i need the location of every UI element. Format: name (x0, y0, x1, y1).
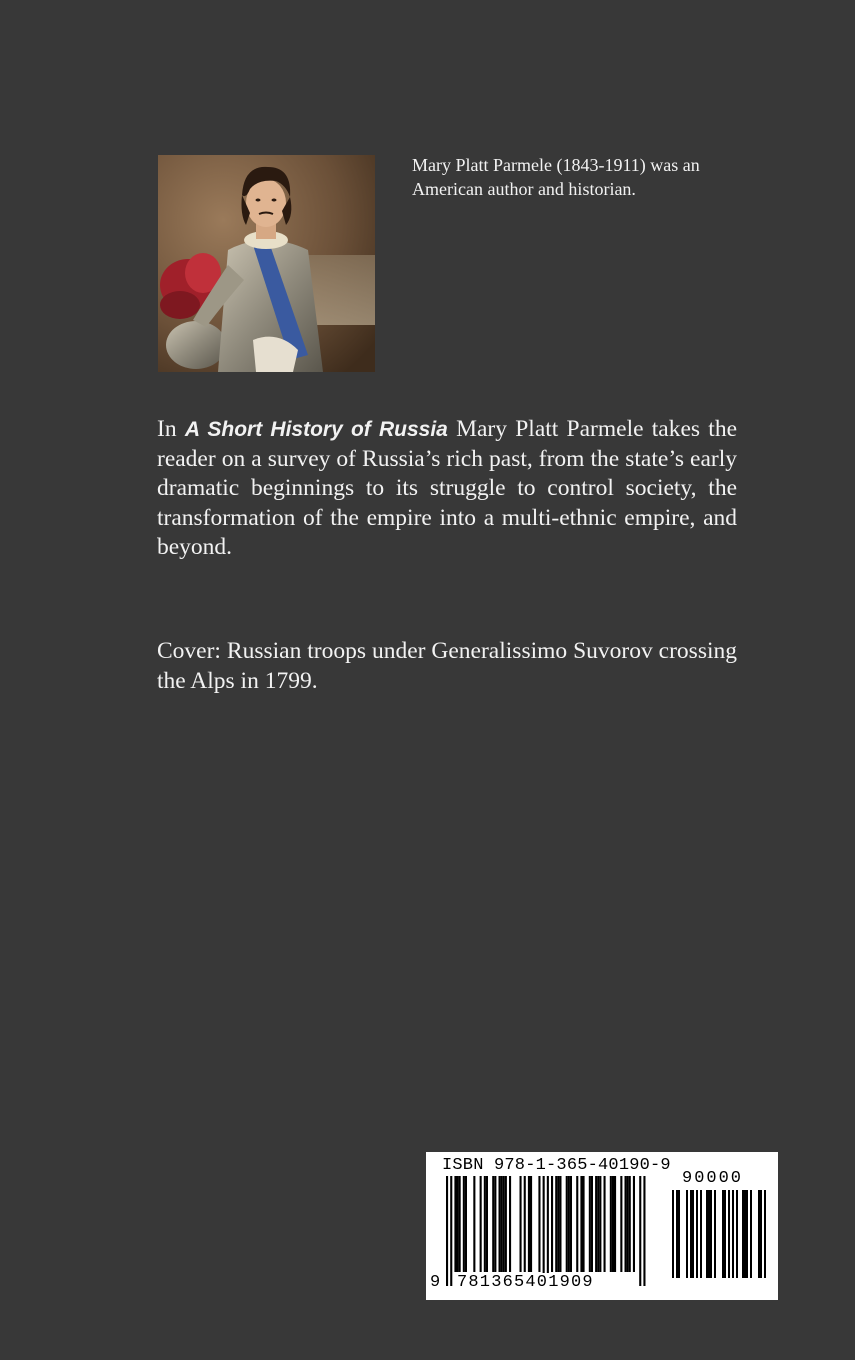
barcode-bar (599, 1176, 601, 1272)
book-description (157, 415, 737, 563)
barcode-bar (614, 1176, 616, 1272)
barcode-bar (454, 1176, 456, 1272)
barcode-bar (591, 1176, 593, 1272)
description-prefix: In (157, 416, 185, 442)
barcode-bar (509, 1176, 511, 1272)
isbn-label: ISBN 978-1-365-40190-9 (442, 1156, 671, 1175)
addon-bar (732, 1190, 734, 1278)
barcode-bar (494, 1176, 496, 1272)
barcode-bar (520, 1176, 522, 1272)
barcode-bar (551, 1176, 553, 1272)
barcode-bar (480, 1176, 482, 1272)
addon-bar (686, 1190, 688, 1278)
addon-bar (724, 1190, 726, 1278)
barcode-main-bars (446, 1176, 656, 1286)
barcode-bar (559, 1176, 561, 1272)
barcode-bar (627, 1176, 629, 1272)
barcode-bar (473, 1176, 475, 1272)
barcode-bar (463, 1176, 465, 1272)
description-body: Mary Platt Parmele takes the reader on a survey of Russia’s rich past, from the state’s early dramatic beginnings to its struggle to control society, the transformation of the empire into a multi-ethnic empire, and beyond. (157, 416, 737, 560)
addon-bar (722, 1190, 724, 1278)
addon-bar (744, 1190, 746, 1278)
author-bio: Mary Platt Parmele (1843-1911) was an American author and historian. (412, 155, 700, 199)
addon-bar (746, 1190, 748, 1278)
addon-bar (760, 1190, 762, 1278)
barcode-bar (595, 1176, 597, 1272)
barcode-bar (570, 1176, 572, 1272)
book-title: A Short History of Russia (184, 418, 448, 441)
addon-bar (672, 1190, 674, 1278)
addon-bar (742, 1190, 744, 1278)
barcode-bar (547, 1176, 549, 1286)
barcode-digits: 781365401909 (457, 1273, 594, 1292)
barcode-bar (528, 1176, 530, 1272)
addon-bar (700, 1190, 702, 1278)
barcode-bar (465, 1176, 467, 1272)
barcode-bar (589, 1176, 591, 1272)
addon-bar (692, 1190, 694, 1278)
addon-bar (706, 1190, 708, 1278)
addon-bar (750, 1190, 752, 1278)
barcode-bar (524, 1176, 526, 1272)
barcode-bar (597, 1176, 599, 1272)
barcode-bar (629, 1176, 631, 1272)
barcode-bar (555, 1176, 557, 1272)
barcode-bar (604, 1176, 606, 1272)
addon-bar (696, 1190, 698, 1278)
addon-bar (728, 1190, 730, 1278)
barcode-bar (612, 1176, 614, 1272)
barcode-bar (576, 1176, 578, 1272)
barcode-bar (530, 1176, 532, 1272)
barcode-bar (557, 1176, 559, 1272)
author-portrait (158, 155, 375, 372)
barcode-bar (620, 1176, 622, 1272)
barcode-bar (505, 1176, 507, 1272)
addon-bar (736, 1190, 738, 1278)
barcode-bar (580, 1176, 582, 1272)
barcode-bar (457, 1176, 459, 1272)
addon-bar (678, 1190, 680, 1278)
barcode-first-digit: 9 (430, 1273, 441, 1292)
barcode-bar (499, 1176, 501, 1272)
barcode-addon-digits: 90000 (682, 1169, 744, 1188)
barcode-bar (450, 1176, 452, 1286)
barcode-bar (639, 1176, 641, 1286)
barcode-bar (501, 1176, 503, 1272)
barcode-bar (566, 1176, 568, 1272)
addon-bar (690, 1190, 692, 1278)
barcode-bar (538, 1176, 540, 1272)
barcode-bar (503, 1176, 505, 1272)
barcode-bar (486, 1176, 488, 1272)
barcode-bar (543, 1176, 545, 1286)
barcode-bar (583, 1176, 585, 1272)
addon-bar (764, 1190, 766, 1278)
barcode-bar (446, 1176, 448, 1286)
barcode-bar (484, 1176, 486, 1272)
barcode-addon-bars (672, 1190, 768, 1278)
barcode-bar (568, 1176, 570, 1272)
addon-bar (708, 1190, 710, 1278)
isbn-barcode (426, 1152, 778, 1300)
addon-bar (714, 1190, 716, 1278)
barcode-bar (492, 1176, 494, 1272)
barcode-bar (625, 1176, 627, 1272)
addon-bar (676, 1190, 678, 1278)
barcode-bar (643, 1176, 645, 1286)
barcode-bar (633, 1176, 635, 1272)
barcode-bar (459, 1176, 461, 1272)
barcode-bar (610, 1176, 612, 1272)
cover-note: Cover: Russian troops under Generalissimo Suvorov crossing the Alps in 1799. (157, 638, 737, 694)
addon-bar (758, 1190, 760, 1278)
addon-bar (710, 1190, 712, 1278)
